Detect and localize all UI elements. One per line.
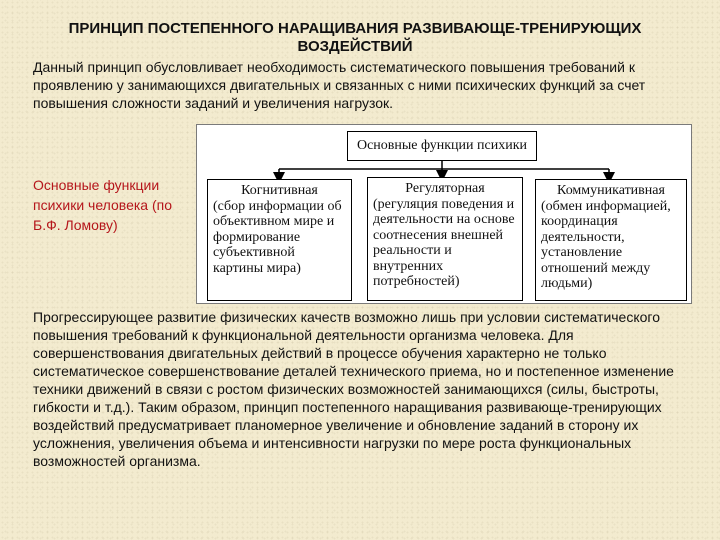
- node-regulatory-title: Регуляторная: [405, 181, 485, 196]
- intro-paragraph: Данный принцип обусловливает необходимость систематического повышения требований к проявлению у занимающихся двигательных и связанных с ними психических функций за счет повышения сложности заданий и увеличения нагрузок.: [33, 59, 646, 111]
- node-cognitive-desc: (сбор информации об объективном мире и формирование субъективной картины мира): [213, 198, 342, 276]
- node-cognitive: [207, 179, 352, 301]
- page-title: ПРИНЦИП ПОСТЕПЕННОГО НАРАЩИВАНИЯ РАЗВИВАЮЩЕ-ТРЕНИРУЮЩИХ ВОЗДЕЙСТВИЙ: [68, 20, 642, 55]
- node-communicative-title: Коммуникативная: [557, 183, 665, 198]
- node-communicative-desc: (обмен информацией, координация деятельности, установление отношений между людьми): [541, 198, 671, 291]
- body-paragraph: Прогрессирующее развитие физических качеств возможно лишь при условии систематического повышения требований к функциональной деятельности организма человека. Для совершенствования двигательных действий в процессе обучения характерно не только систематическое совершенствование деталей технического приема, но и постепенное изменение техники движений в связи с ростом физических возможностей занимающихся (силы, быстроты, гибкости и т.д.). Таким образом, принцип постепенного наращивания развивающе-тренирующих воздействий предусматривает планомерное увеличение и обновление заданий в сторону их усложнения, увеличения объема и интенсивности нагрузки по мере роста функциональных возможностей организма.: [33, 309, 674, 469]
- diagram-caption: Основные функции психики человека (по Б.Ф. Ломову): [33, 177, 172, 233]
- psyche-functions-diagram: [196, 124, 692, 304]
- node-communicative: [535, 179, 687, 301]
- node-cognitive-title: Когнитивная: [241, 183, 318, 198]
- node-regulatory-desc: (регуляция поведения и деятельности на основе соотнесения внешней реальности и внутренних потребностей): [373, 196, 515, 289]
- root-node: Основные функции психики: [347, 131, 537, 161]
- node-regulatory: [367, 177, 523, 301]
